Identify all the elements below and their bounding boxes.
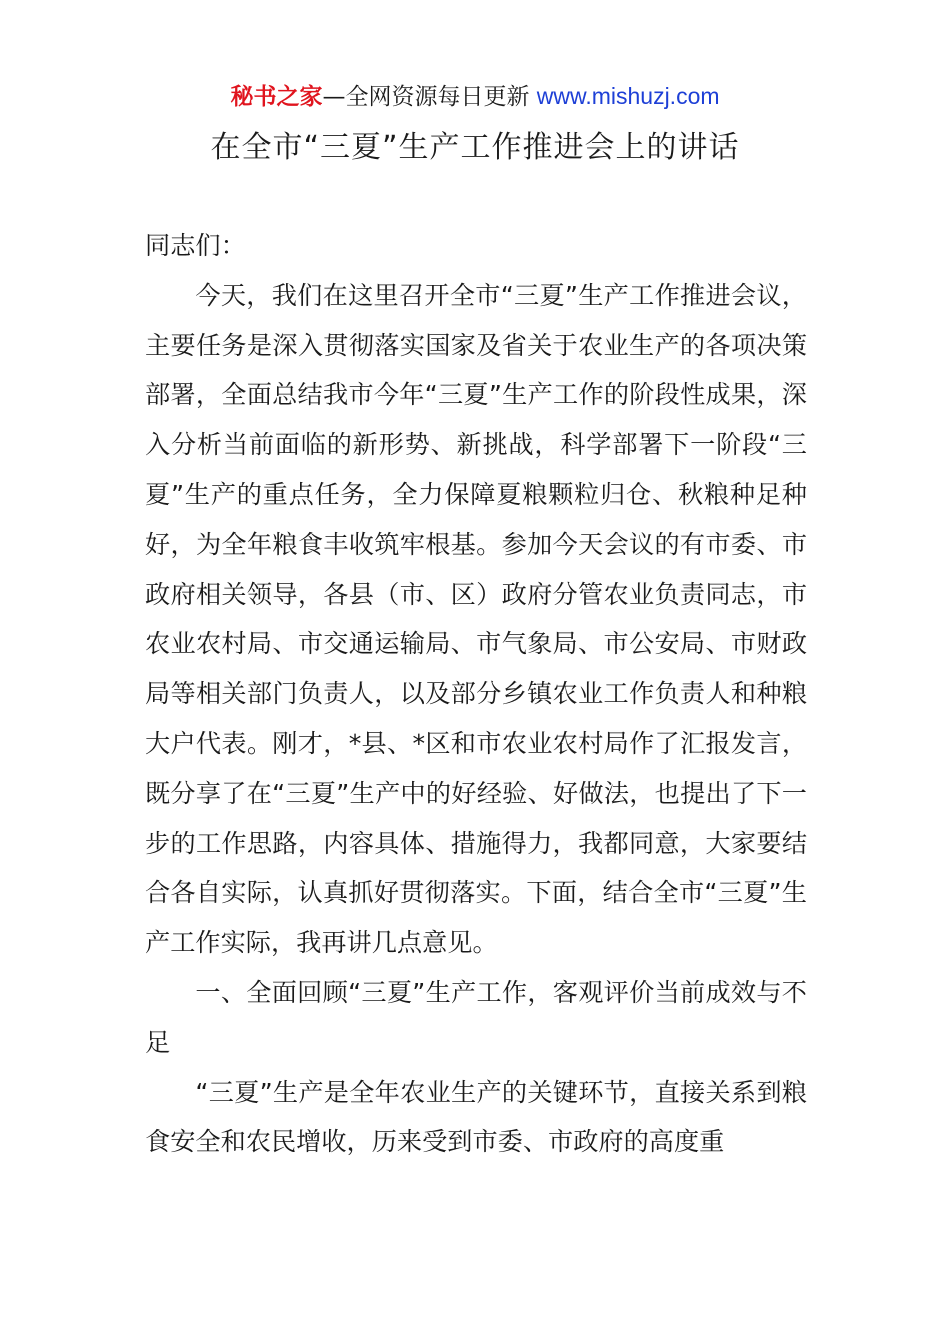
paragraph-intro: 今天，我们在这里召开全市“三夏”生产工作推进会议，主要任务是深入贯彻落实国家及省关于农业生产的各项决策部署，全面总结我市今年“三夏”生产工作的阶段性成果，深入分析当前面临的新形势、新挑战，科学部署下一阶段“三夏”生产的重点任务，全力保障夏粮颗粒归仓、秋粮种足种好，为全年粮食丰收筑牢根基。参加今天会议的有市委、市政府相关领导，各县（市、区）政府分管农业负责同志，市农业农村局、市交通运输局、市气象局、市公安局、市财政局等相关部门负责人，以及部分乡镇农业工作负责人和种粮大户代表。刚才，*县、*区和市农业农村局作了汇报发言，既分享了在“三夏”生产中的好经验、好做法，也提出了下一步的工作思路，内容具体、措施得力，我都同意，大家要结合各自实际，认真抓好贯彻落实。下面，结合全市“三夏”生产工作实际，我再讲几点意见。 (145, 280, 807, 958)
document-title: 在全市“三夏”生产工作推进会上的讲话 (210, 130, 740, 165)
site-header (0, 80, 950, 113)
section-heading-1: 一、全面回顾“三夏”生产工作，客观评价当前成效与不足 (145, 977, 807, 1057)
salutation: 同志们： (145, 231, 246, 260)
site-url-link[interactable]: www.mishuzj.com (536, 83, 720, 109)
site-tagline: —全网资源每日更新 (322, 84, 537, 110)
paragraph-section-1: “三夏”生产是全年农业生产的关键环节，直接关系到粮食安全和农民增收，历来受到市委、市政府的高度重 (145, 1077, 807, 1157)
document-body (145, 221, 807, 1167)
brand-name: 秘书之家 (230, 84, 323, 110)
